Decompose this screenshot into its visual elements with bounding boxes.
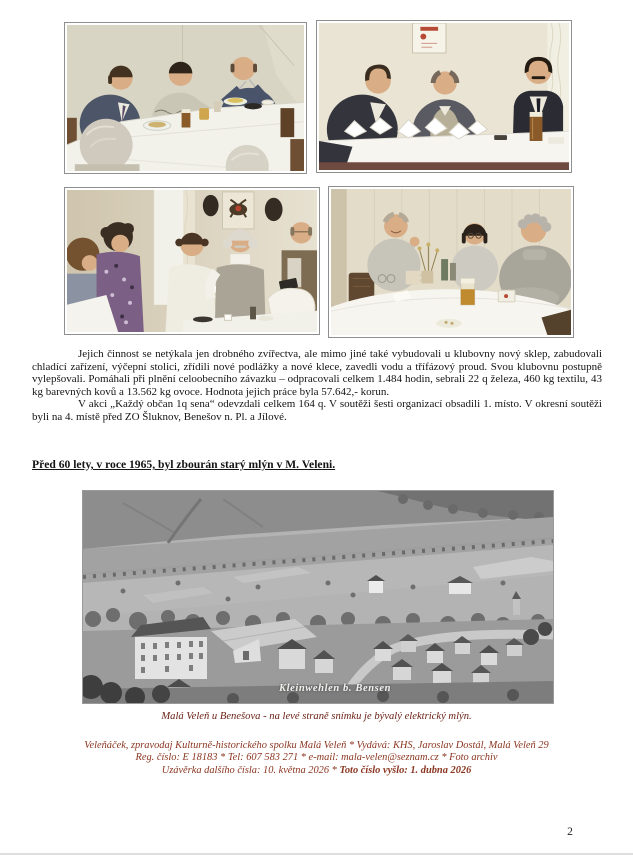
body-text	[32, 348, 602, 424]
postcard-inscription: Kleinwehlen b. Bensen	[278, 683, 392, 694]
photo-committee-table	[316, 20, 572, 173]
imprint-issue-date: Toto číslo vyšlo: 1. dubna 2026	[339, 764, 472, 776]
page-number: 2	[567, 826, 573, 838]
photo-round-table	[328, 186, 574, 338]
imprint-line-3	[0, 765, 633, 777]
photo-village-postcard-image	[83, 491, 553, 703]
photo-club-lunch	[64, 22, 307, 174]
photo-caption: Malá Veleň u Benešova - na levé straně snímku je bývalý elektrický mlýn.	[161, 711, 472, 722]
imprint-deadline: Uzávěrka dalšího čísla: 10. května 2026 *	[161, 764, 340, 776]
imprint-line-1: Veleňáček, zpravodaj Kulturně-historického spolku Malá Veleň * Vydává: KHS, Jaroslav Dostál, Malá Veleň 29	[84, 740, 549, 751]
photo-committee-table-image	[319, 23, 569, 170]
photo-village-postcard	[82, 490, 554, 704]
photo-round-table-image	[331, 189, 571, 335]
paragraph-activities: Jejich činnost se netýkala jen drobného zvířectva, ale mimo jiné také vybudovali u klubovny nový sklep, zabudovali chladící zařízení, výčepní stolici, zřídili nové podlážky a nové klece, zavedli vodu a třífázový proud. Svou klubovnu postupně vylepšovali. Pomáhali při plnění celoobecního závazku – odpracovali celkem 1.484 hodin, sebrali 22 q železa, 460 kg textilu, 43 kg barevných kovů a 13.562 kg ovoce. Hodnota jejich práce byla 57.642,- korun.	[32, 348, 602, 398]
imprint-footer	[0, 740, 633, 777]
imprint-line-2: Reg. číslo: E 18183 * Tel: 607 583 271 * e-mail: mala-velen@seznam.cz * Foto archiv	[135, 752, 498, 764]
photo-club-lunch-image	[67, 25, 304, 171]
photo-clubroom-guests-image	[67, 190, 317, 332]
photo-clubroom-guests	[64, 187, 320, 335]
page-bottom-rule	[0, 853, 633, 855]
paragraph-competition: V akci „Každý občan 1q sena“ odevzdali celkem 164 q. V soutěži šesti organizací obsadili 1. místo. V okresní soutěži byli na 4. místě před ZO Šluknov, Benešov n. Pl. a Jílové.	[32, 398, 602, 423]
section-heading: Před 60 lety, v roce 1965, byl zbourán starý mlýn v M. Veleni.	[32, 458, 336, 471]
